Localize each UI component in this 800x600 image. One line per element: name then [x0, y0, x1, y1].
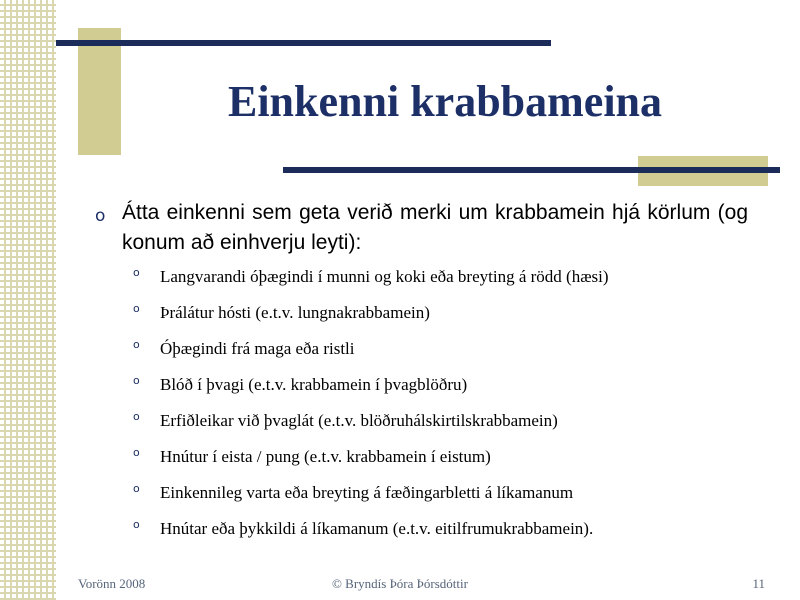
sub-bullet-text: Hnútur í eista / pung (e.t.v. krabbamein í eistum) [160, 447, 491, 466]
sub-bullet-text: Blóð í þvagi (e.t.v. krabbamein í þvagblöðru) [160, 375, 468, 394]
sub-bullet-text: Einkennileg varta eða breyting á fæðingarbletti á líkamanum [160, 483, 574, 502]
sub-bullet-text: Langvarandi óþægindi í munni og koki eða breyting á rödd (hæsi) [160, 267, 609, 286]
decorative-line-top [56, 40, 551, 46]
circle-bullet-icon: o [133, 518, 140, 531]
footer-date: Vorönn 2008 [78, 576, 146, 591]
sub-bullet-item [131, 406, 748, 436]
sub-bullet-text: Hnútar eða þykkildi á líkamanum (e.t.v. eitilfrumukrabbamein). [160, 519, 594, 538]
sub-bullet-text: Þrálátur hósti (e.t.v. lungnakrabbamein) [160, 303, 430, 322]
sub-bullet-item [131, 478, 748, 508]
sub-bullet-item [131, 514, 748, 544]
sub-bullet-text: Erfiðleikar við þvaglát (e.t.v. blöðruhálskirtilskrabbamein) [160, 411, 558, 430]
circle-bullet-icon: o [133, 410, 140, 423]
sub-bullet-item [131, 334, 748, 364]
circle-bullet-icon: o [133, 446, 140, 459]
decorative-block-left [78, 28, 121, 155]
circle-bullet-icon: o [133, 302, 140, 315]
circle-bullet-icon: o [133, 266, 140, 279]
decorative-pattern-strip [0, 0, 56, 600]
circle-bullet-icon: o [133, 374, 140, 387]
circle-bullet-icon: o [95, 206, 106, 226]
sub-bullet-item [131, 442, 748, 472]
decorative-line-bottom [283, 167, 780, 173]
sub-bullet-text: Óþægindi frá maga eða ristli [160, 339, 355, 358]
sub-bullet-item [131, 262, 748, 292]
footer-page-number: 11 [752, 576, 765, 591]
main-bullet-text: Átta einkenni sem geta verið merki um krabbamein hjá körlum (og konum að einhverju leyti): [122, 201, 748, 254]
main-bullet [95, 198, 748, 258]
footer-author: © Bryndís Þóra Þórsdóttir [332, 576, 468, 591]
circle-bullet-icon: o [133, 338, 140, 351]
bullet-list [95, 198, 748, 550]
sub-bullet-list [95, 262, 748, 544]
sub-bullet-item [131, 298, 748, 328]
sub-bullet-item [131, 370, 748, 400]
circle-bullet-icon: o [133, 482, 140, 495]
slide-title: Einkenni krabbameina [227, 77, 663, 126]
